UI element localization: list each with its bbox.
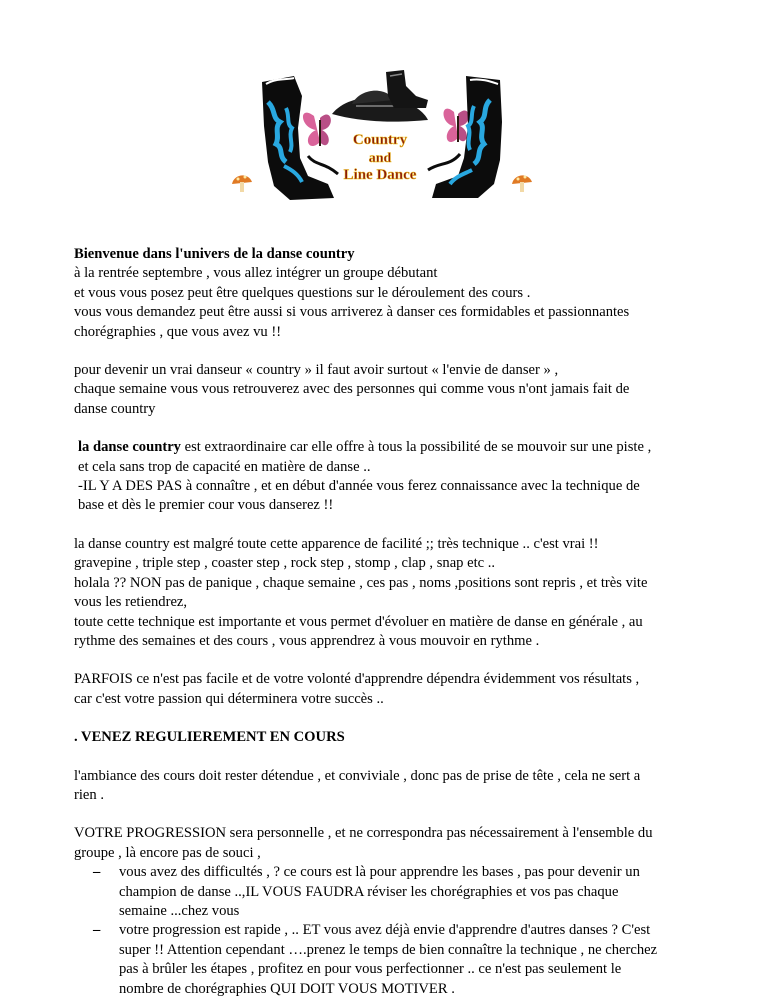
logo-text-country: Country [352,132,408,148]
text-line: la danse country est malgré toute cette apparence de facilité ;; très technique .. c'est vrai !! [74,535,599,552]
dash-bullet-icon: – [93,922,101,939]
text-line: groupe , là encore pas de souci , [74,844,261,861]
paragraph-envie [74,361,700,419]
text-line: vous les retiendrez, [74,594,188,611]
text-line: et cela sans trop de capacité en matière de danse .. [78,458,371,475]
text-line: l'ambiance des cours doit rester détendue , et conviviale , donc pas de prise de tête , cela ne sert a [74,767,641,784]
center-boot-icon [386,70,428,108]
text-line: holala ?? NON pas de panique , chaque semaine , ces pas , noms ,positions sont repris , et très vite [74,574,648,591]
paragraph-technique [74,535,700,651]
paragraph-extraordinaire [74,438,700,516]
country-line-dance-logo [228,66,536,212]
text-line: gravepine , triple step , coaster step , rock step , stomp , clap , snap etc .. [74,555,496,572]
logo-text-and: and [368,151,392,166]
text-line: semaine ...chez vous [119,902,240,919]
text-line: pas à brûler les étapes , profitez en pour vous perfectionner .. ce n'est pas seulement le [119,961,622,978]
paragraph-ambiance [74,767,700,806]
text-line: rien . [74,786,104,803]
text-line: champion de danse ..,IL VOUS FAUDRA réviser les chorégraphies et vos pas chaque [119,883,619,900]
text-line: base et dès le premier cour vous danserez !! [78,497,334,514]
logo-title [344,132,417,183]
bold-lead: la danse country [78,439,181,456]
right-mushroom-icon [512,175,532,192]
text-line: pour devenir un vrai danseur « country » il faut avoir surtout « l'envie de danser » , [74,362,559,379]
text-line: est extraordinaire car elle offre à tous la possibilité de se mouvoir sur une piste , [180,439,652,456]
text-line: vous avez des difficultés , ? ce cours est là pour apprendre les bases , pas pour devenir un [119,864,640,881]
welcome-title: Bienvenue dans l'univers de la danse country [74,246,355,262]
list-item [74,921,700,999]
text-line: PARFOIS ce n'est pas facile et de votre volonté d'apprendre dépendra évidemment vos résultats , [74,671,640,688]
heading-venez: . VENEZ REGULIEREMENT EN COURS [74,729,345,746]
paragraph-progression [74,824,700,863]
text-line: danse country [74,400,156,417]
text-line: rythme des semaines et des cours , vous apprendrez à vous mouvoir en rythme . [74,632,540,649]
text-line: chaque semaine vous vous retrouverez avec des personnes qui comme vous n'ont jamais fait de [74,381,630,398]
left-butterfly-icon [303,113,338,174]
text-line: nombre de chorégraphies QUI DOIT VOUS MOTIVER . [119,980,455,997]
logo-text-line-dance: Line Dance [343,167,417,183]
text-line: à la rentrée septembre , vous allez intégrer un groupe débutant [74,265,438,282]
text-line: -IL Y A DES PAS à connaître , et en début d'année vous ferez connaissance avec la technique de [78,478,640,495]
text-line: chorégraphies , que vous avez vu !! [74,323,282,340]
text-line: toute cette technique est importante et vous permet d'évoluer en matière de danse en générale , au [74,613,643,630]
left-mushroom-icon [232,175,252,192]
list-item [74,863,700,921]
dash-bullet-icon: – [93,864,101,881]
text-line: et vous vous posez peut être quelques questions sur le déroulement des cours . [74,284,531,301]
progression-list [74,863,700,999]
paragraph-welcome [74,245,700,342]
text-line: car c'est votre passion qui déterminera votre succès .. [74,690,384,707]
right-butterfly-icon [428,109,469,170]
document-body [74,245,700,999]
text-line: VOTRE PROGRESSION sera personnelle , et ne correspondra pas nécessairement à l'ensemble du [74,825,653,842]
right-boot-icon [432,76,502,198]
paragraph-parfois [74,670,700,709]
text-line: super !! Attention cependant ….prenez le temps de bien connaître la technique , ne cherchez [119,941,658,958]
text-line: vous vous demandez peut être aussi si vous arriverez à danser ces formidables et passionnantes [74,304,630,321]
text-line: votre progression est rapide , .. ET vous avez déjà envie d'apprendre d'autres danses ? C'est [119,922,651,939]
